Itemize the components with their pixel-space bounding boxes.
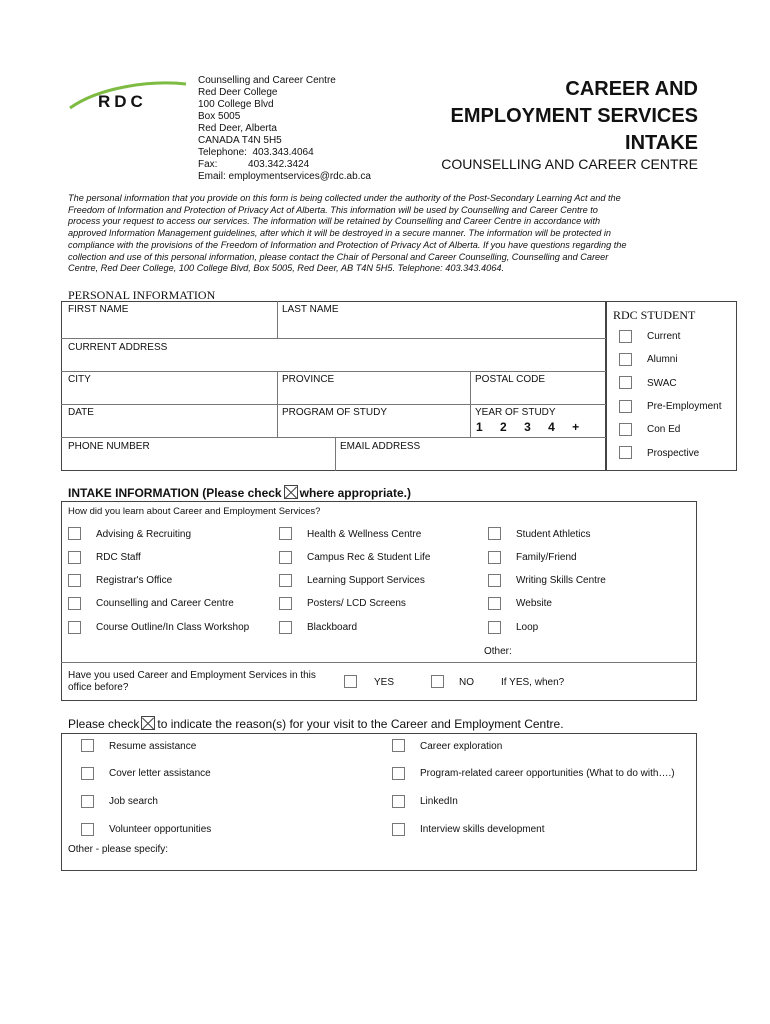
reasons-heading — [68, 716, 564, 731]
volunteer-opportunities-checkbox[interactable] — [81, 823, 94, 836]
postal-code-field[interactable]: POSTAL CODE — [475, 374, 546, 385]
alumni-checkbox[interactable] — [619, 353, 632, 366]
logo-text: RDC — [98, 92, 147, 111]
address-line: Red Deer College — [198, 87, 278, 98]
swac-checkbox[interactable] — [619, 376, 632, 389]
privacy-line: Freedom of Information and Protection of Privacy Act of Alberta. This information will be used by Counselling and Career Centre to — [68, 204, 598, 215]
advising-recruiting-checkbox[interactable] — [68, 527, 81, 540]
current-label: Current — [647, 331, 681, 342]
option-label: Campus Rec & Student Life — [307, 552, 431, 563]
family-friend-checkbox[interactable] — [488, 551, 501, 564]
if-yes-when-field[interactable]: If YES, when? — [501, 677, 565, 688]
page-title — [451, 76, 698, 157]
year-option[interactable]: 4 — [548, 420, 555, 434]
year-of-study-label: YEAR OF STUDY — [475, 407, 556, 418]
reasons-heading-text: to indicate the reason(s) for your visit to the Career and Employment Centre. — [157, 717, 564, 731]
yes-label: YES — [374, 677, 395, 688]
alumni-label: Alumni — [647, 354, 678, 365]
option-label: RDC Staff — [96, 552, 141, 563]
current-checkbox[interactable] — [619, 330, 632, 343]
address-line: 100 College Blvd — [198, 99, 274, 110]
used-before-question: Have you used Career and Employment Services in this office before? — [68, 670, 316, 693]
phone-number-field[interactable]: PHONE NUMBER — [68, 441, 150, 452]
reason-label: Cover letter assistance — [109, 768, 211, 779]
program-of-study-field[interactable]: PROGRAM OF STUDY — [282, 407, 388, 418]
intake-heading — [68, 485, 411, 500]
cover-letter-checkbox[interactable] — [81, 767, 94, 780]
prospective-label: Prospective — [647, 448, 700, 459]
registrars-office-checkbox[interactable] — [68, 574, 81, 587]
option-label: Loop — [516, 622, 539, 633]
address-block — [198, 75, 371, 183]
address-line: Box 5005 — [198, 111, 241, 122]
privacy-line: The personal information that you provide on this form is being collected under the authority of the Post-Secondary Learning Act and the — [68, 193, 621, 203]
reason-label: Interview skills development — [420, 824, 545, 835]
rdc-logo — [68, 78, 188, 114]
no-label: NO — [459, 677, 474, 688]
reason-label: Job search — [109, 796, 158, 807]
reason-label: Program-related career opportunities (What to do with….) — [420, 768, 675, 779]
loop-checkbox[interactable] — [488, 621, 501, 634]
reasons-heading-text: Please check — [68, 717, 140, 731]
province-field[interactable]: PROVINCE — [282, 374, 335, 385]
job-search-checkbox[interactable] — [81, 795, 94, 808]
pre-employment-checkbox[interactable] — [619, 400, 632, 413]
reason-label: Volunteer opportunities — [109, 824, 212, 835]
resume-assistance-checkbox[interactable] — [81, 739, 94, 752]
privacy-line: process your request to access our services. The information will be retained by Counselling and Career Centre in accordance with — [68, 216, 601, 227]
title-line: CAREER AND — [565, 78, 698, 100]
personal-info-heading: PERSONAL INFORMATION — [68, 288, 216, 302]
title-line: INTAKE — [625, 132, 698, 154]
date-field[interactable]: DATE — [68, 407, 94, 418]
option-label: Blackboard — [307, 622, 358, 633]
option-label: Website — [516, 598, 552, 609]
reason-label: Resume assistance — [109, 741, 197, 752]
page-subtitle: COUNSELLING AND CAREER CENTRE — [441, 156, 698, 172]
privacy-line: compliance with the provisions of the Freedom of Information and Protection of Privacy Act of Alberta. If you have questions regarding the — [68, 239, 627, 250]
checked-box-icon — [284, 485, 298, 499]
email-address-field[interactable]: EMAIL ADDRESS — [340, 441, 421, 452]
rdc-staff-checkbox[interactable] — [68, 551, 81, 564]
course-outline-checkbox[interactable] — [68, 621, 81, 634]
no-checkbox[interactable] — [431, 675, 444, 688]
interview-skills-checkbox[interactable] — [392, 823, 405, 836]
campus-rec-checkbox[interactable] — [279, 551, 292, 564]
rdc-student-title: RDC STUDENT — [613, 308, 696, 322]
linkedin-checkbox[interactable] — [392, 795, 405, 808]
year-option[interactable]: 1 — [476, 420, 483, 434]
city-field[interactable]: CITY — [68, 374, 91, 385]
checked-box-icon — [141, 716, 155, 730]
privacy-line: Centre, Red Deer College, 100 College Blvd, Box 5005, Red Deer, AB T4N 5H5. Telephone: 403.343.4064. — [68, 263, 505, 274]
reason-label: Career exploration — [420, 741, 503, 752]
reason-label: LinkedIn — [420, 796, 458, 807]
swac-label: SWAC — [647, 378, 677, 389]
writing-skills-checkbox[interactable] — [488, 574, 501, 587]
address-line: Telephone: 403.343.4064 — [198, 147, 314, 158]
address-line: CANADA T4N 5H5 — [198, 135, 282, 146]
learning-support-checkbox[interactable] — [279, 574, 292, 587]
program-related-checkbox[interactable] — [392, 767, 405, 780]
career-exploration-checkbox[interactable] — [392, 739, 405, 752]
option-label: Student Athletics — [516, 529, 591, 540]
other-specify-field[interactable]: Other - please specify: — [68, 844, 169, 855]
option-label: Writing Skills Centre — [516, 575, 606, 586]
yes-checkbox[interactable] — [344, 675, 357, 688]
blackboard-checkbox[interactable] — [279, 621, 292, 634]
con-ed-label: Con Ed — [647, 424, 681, 435]
privacy-line: collection and use of this personal information, please contact the Chair of Personal and Career Counselling, Counselling and Career — [68, 251, 609, 262]
option-label: Posters/ LCD Screens — [307, 598, 406, 609]
option-label: Health & Wellness Centre — [307, 529, 422, 540]
intake-heading-text: where appropriate.) — [299, 486, 411, 500]
option-label: Registrar's Office — [96, 575, 173, 586]
address-line: Red Deer, Alberta — [198, 123, 277, 134]
address-line: Fax: 403.342.3424 — [198, 159, 310, 170]
prospective-checkbox[interactable] — [619, 446, 632, 459]
address-line: Counselling and Career Centre — [198, 75, 336, 86]
option-label: Learning Support Services — [307, 575, 425, 586]
health-wellness-checkbox[interactable] — [279, 527, 292, 540]
option-label: Course Outline/In Class Workshop — [96, 622, 250, 633]
address-line: Email: employmentservices@rdc.ab.ca — [198, 171, 371, 182]
year-of-study-options[interactable] — [476, 420, 579, 434]
posters-lcd-checkbox[interactable] — [279, 597, 292, 610]
year-option[interactable]: 2 — [500, 420, 507, 434]
option-label: Family/Friend — [516, 552, 577, 563]
current-address-field[interactable]: CURRENT ADDRESS — [68, 342, 168, 353]
privacy-line: approved Information Management guidelines, after which it will be destroyed in a secure manner. The information will be protected in — [68, 228, 612, 239]
option-label: Counselling and Career Centre — [96, 598, 234, 609]
year-option[interactable]: 3 — [524, 420, 531, 434]
privacy-notice — [68, 193, 708, 275]
intake-question: How did you learn about Career and Employment Services? — [68, 506, 321, 517]
con-ed-checkbox[interactable] — [619, 423, 632, 436]
website-checkbox[interactable] — [488, 597, 501, 610]
option-label: Advising & Recruiting — [96, 529, 192, 540]
first-name-field[interactable]: FIRST NAME — [68, 304, 129, 315]
student-athletics-checkbox[interactable] — [488, 527, 501, 540]
title-line: EMPLOYMENT SERVICES — [450, 105, 698, 127]
counselling-career-centre-checkbox[interactable] — [68, 597, 81, 610]
year-option[interactable]: + — [572, 420, 580, 434]
intake-heading-text: INTAKE INFORMATION (Please check — [68, 486, 282, 500]
pre-employment-label: Pre-Employment — [647, 401, 722, 412]
other-field[interactable]: Other: — [484, 646, 512, 657]
last-name-field[interactable]: LAST NAME — [282, 304, 339, 315]
